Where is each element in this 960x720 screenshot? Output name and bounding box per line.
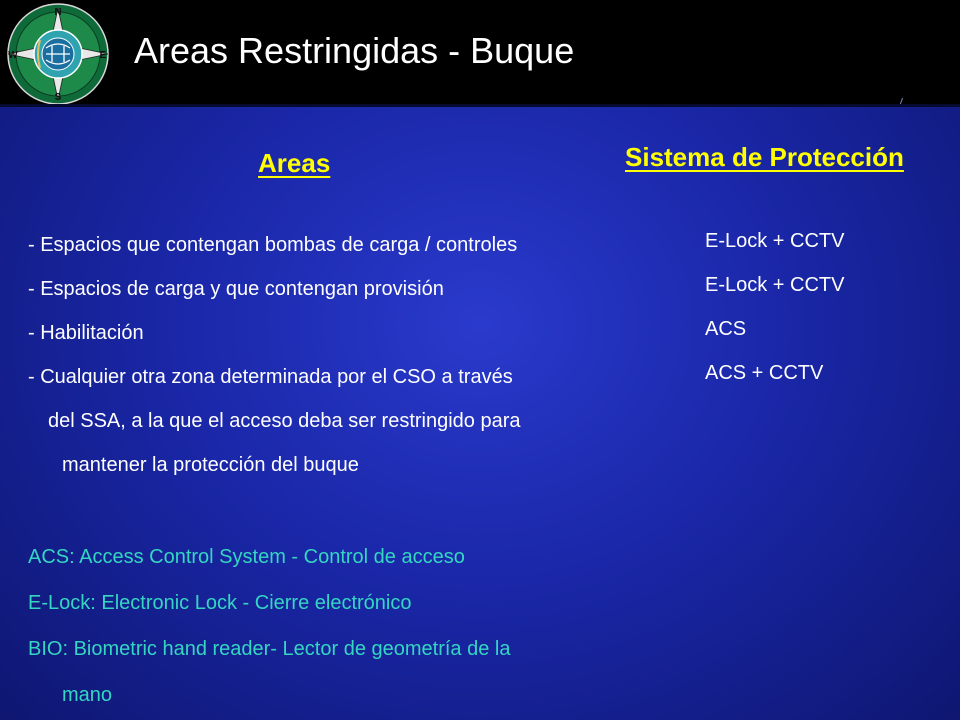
area-item-continuation: del SSA, a la que el acceso deba ser restringido para <box>48 410 521 432</box>
glossary-item: BIO: Biometric hand reader- Lector de geometría de la <box>28 638 511 660</box>
glossary-item: E-Lock: Electronic Lock - Cierre electrónico <box>28 592 412 614</box>
protection-item: E-Lock + CCTV <box>705 230 845 252</box>
compass-west-letter: W <box>8 50 18 61</box>
areas-heading: Areas <box>258 148 331 178</box>
glossary-item: ACS: Access Control System - Control de acceso <box>28 546 465 568</box>
area-item: - Cualquier otra zona determinada por el CSO a través <box>28 366 513 388</box>
area-item: - Espacios que contengan bombas de carga / controles <box>28 234 518 256</box>
area-item: - Espacios de carga y que contengan provisión <box>28 278 444 300</box>
title-bar <box>0 0 960 107</box>
compass-rose-logo-icon <box>2 0 114 104</box>
compass-north-letter: N <box>54 7 62 18</box>
glossary-item-continuation: mano <box>62 684 113 706</box>
protection-item: E-Lock + CCTV <box>705 274 845 296</box>
compass-east-letter: E <box>99 50 107 61</box>
protection-item: ACS + CCTV <box>705 362 824 384</box>
compass-south-letter: S <box>54 92 62 103</box>
protection-item: ACS <box>705 318 747 340</box>
slide-title: Areas Restringidas - Buque <box>134 30 575 71</box>
protection-heading: Sistema de Protección <box>625 142 904 172</box>
area-item: - Habilitación <box>28 322 144 344</box>
area-item-continuation: mantener la protección del buque <box>62 454 359 476</box>
